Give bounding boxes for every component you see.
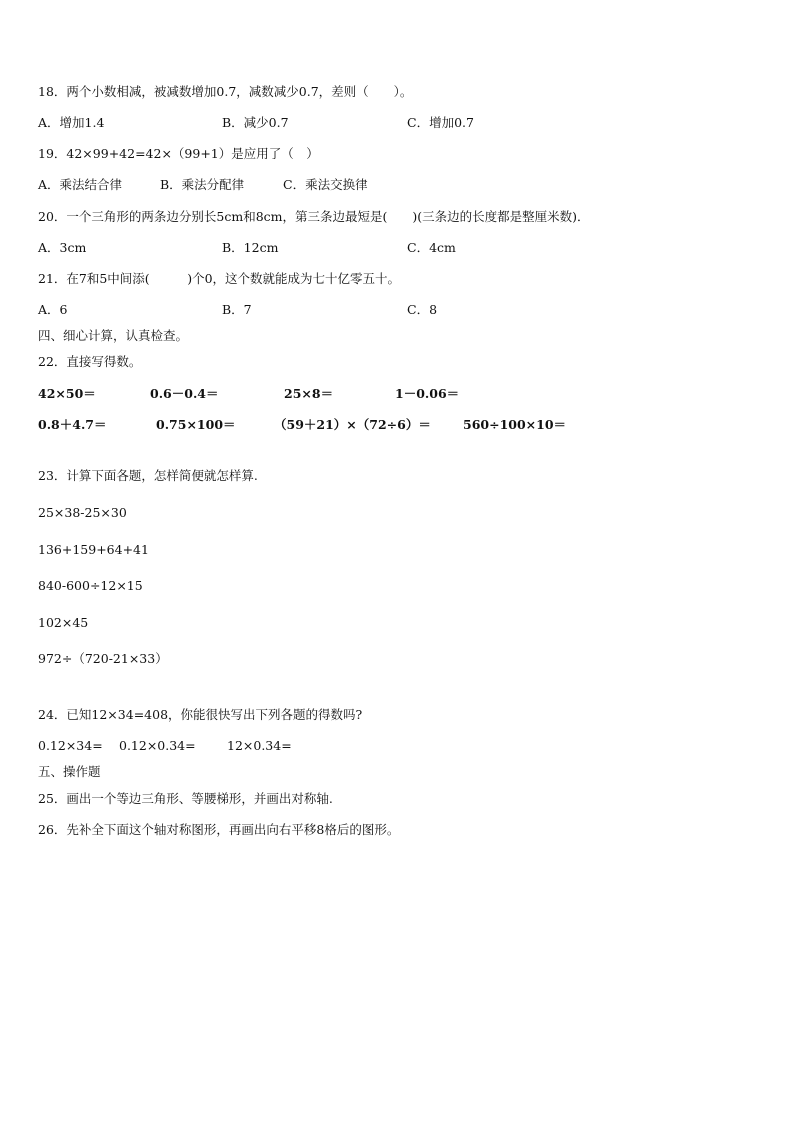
q23-stem: 23．计算下面各题，怎样简便就怎样算. xyxy=(38,468,258,483)
q23-item: 102×45 xyxy=(38,615,89,630)
q20-option-b: B．12cm xyxy=(222,240,279,255)
q23-item: 972÷（720-21×33） xyxy=(38,651,168,666)
q22-item: （59＋21）×（72÷6）＝ xyxy=(274,417,431,432)
q21-stem: 21．在7和5中间添( )个0，这个数就能成为七十亿零五十。 xyxy=(38,271,401,286)
q23-item: 136+159+64+41 xyxy=(38,542,149,557)
q24-item: 0.12×34= xyxy=(38,738,103,753)
q20-option-c: C．4cm xyxy=(407,240,456,255)
q23-item: 25×38-25×30 xyxy=(38,505,127,520)
q22-item: 560÷100×10＝ xyxy=(463,417,567,432)
q18-option-a: A．增加1.4 xyxy=(38,115,105,130)
q22-item: 0.6－0.4＝ xyxy=(150,386,219,401)
q22-stem: 22．直接写得数。 xyxy=(38,354,142,369)
q25-stem: 25．画出一个等边三角形、等腰梯形，并画出对称轴. xyxy=(38,791,333,806)
q19-option-c: C．乘法交换律 xyxy=(283,177,368,192)
q24-stem: 24．已知12×34=408，你能很快写出下列各题的得数吗? xyxy=(38,707,363,722)
q20-stem: 20．一个三角形的两条边分别长5cm和8cm，第三条边最短是( )(三条边的长度都是整厘米数)． xyxy=(38,209,590,224)
q22-item: 0.8＋4.7＝ xyxy=(38,417,107,432)
q22-item: 25×8＝ xyxy=(284,386,334,401)
q18-option-b: B．减少0.7 xyxy=(222,115,289,130)
q24-item: 12×0.34= xyxy=(227,738,292,753)
q21-option-a: A．6 xyxy=(38,302,68,317)
q21-option-c: C．8 xyxy=(407,302,438,317)
q23-item: 840-600÷12×15 xyxy=(38,578,143,593)
q26-stem: 26．先补全下面这个轴对称图形，再画出向右平移8格后的图形。 xyxy=(38,822,400,837)
q24-item: 0.12×0.34= xyxy=(119,738,196,753)
q19-option-a: A．乘法结合律 xyxy=(38,177,123,192)
q22-item: 0.75×100＝ xyxy=(156,417,236,432)
section-4-heading: 四、细心计算，认真检查。 xyxy=(38,328,189,343)
q18-stem: 18．两个小数相减，被减数增加0.7，减数减少0.7，差则（ ）。 xyxy=(38,84,413,99)
q22-item: 42×50＝ xyxy=(38,386,96,401)
q19-stem: 19．42×99+42=42×（99+1）是应用了（ ） xyxy=(38,146,319,161)
q22-item: 1－0.06＝ xyxy=(395,386,460,401)
q18-option-c: C．增加0.7 xyxy=(407,115,474,130)
q20-option-a: A．3cm xyxy=(38,240,87,255)
section-5-heading: 五、操作题 xyxy=(38,764,101,779)
q19-option-b: B．乘法分配律 xyxy=(160,177,245,192)
q21-option-b: B．7 xyxy=(222,302,252,317)
